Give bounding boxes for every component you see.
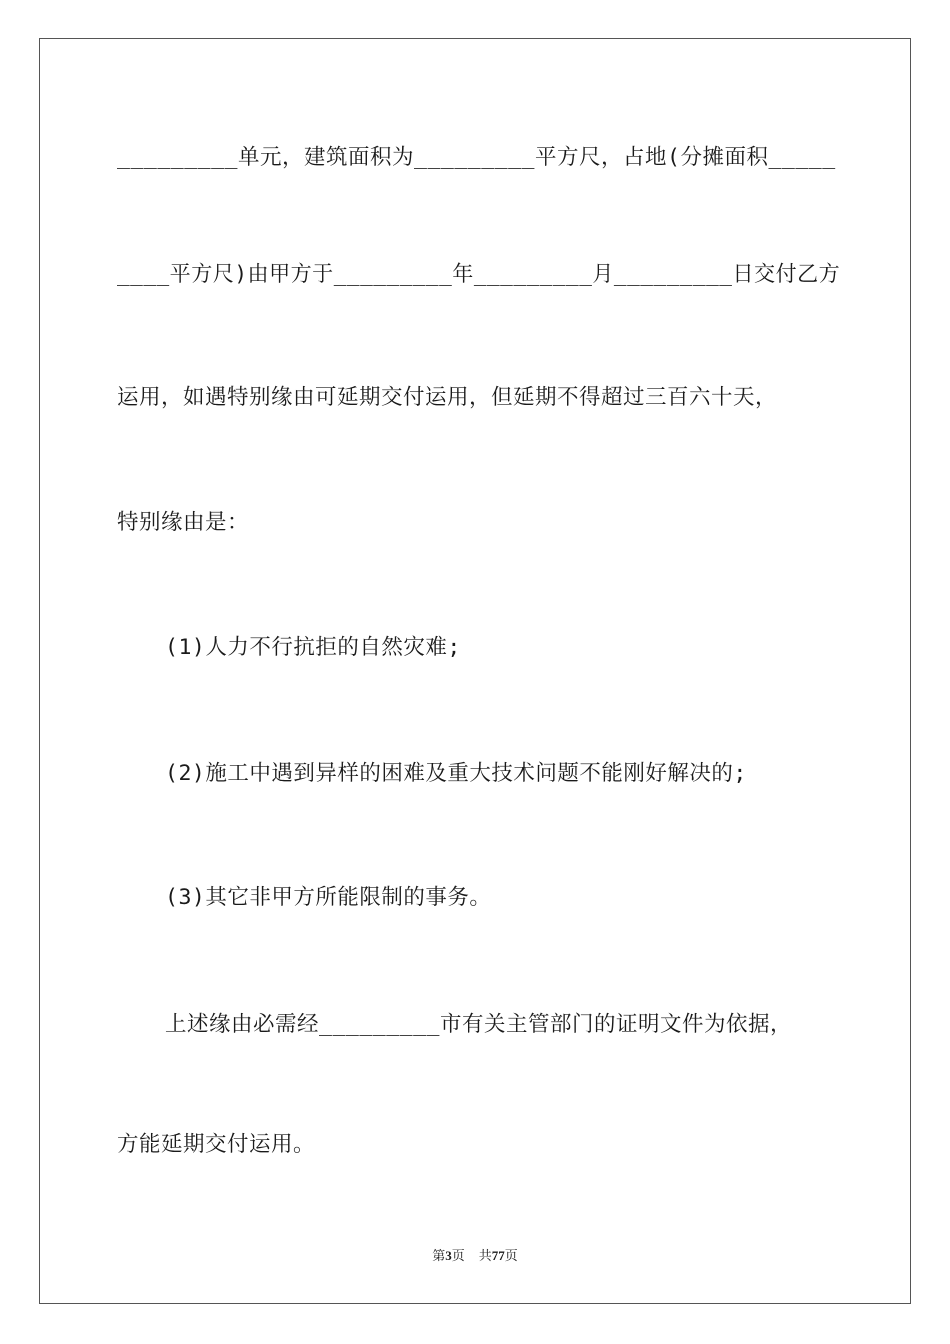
page-prefix: 第 bbox=[432, 1248, 446, 1263]
text-line-3: 运用，如遇特别缘由可延期交付运用，但延期不得超过三百六十天， bbox=[117, 385, 778, 410]
total-pages: 77 bbox=[491, 1248, 505, 1263]
text-line-2: ____平方尺)由甲方于_________年_________月_________日交付乙方 bbox=[117, 262, 841, 287]
page-suffix: 页 bbox=[451, 1248, 465, 1263]
text-line-4: 特别缘由是： bbox=[117, 510, 250, 535]
text-line-1: _________单元，建筑面积为_________平方尺，占地(分摊面积_____ bbox=[117, 145, 836, 170]
page-footer bbox=[0, 1247, 950, 1265]
total-prefix: 共 bbox=[478, 1248, 492, 1263]
list-item-1: (1)人力不行抗拒的自然灾难; bbox=[165, 635, 461, 660]
list-item-2: (2)施工中遇到异样的困难及重大技术问题不能刚好解决的; bbox=[165, 761, 747, 786]
text-line-8: 上述缘由必需经_________市有关主管部门的证明文件为依据， bbox=[165, 1012, 792, 1037]
page-border bbox=[39, 38, 911, 1304]
text-line-9: 方能延期交付运用。 bbox=[117, 1132, 316, 1157]
total-suffix: 页 bbox=[504, 1248, 518, 1263]
page-number: 3 bbox=[445, 1248, 452, 1263]
list-item-3: (3)其它非甲方所能限制的事务。 bbox=[165, 885, 492, 910]
